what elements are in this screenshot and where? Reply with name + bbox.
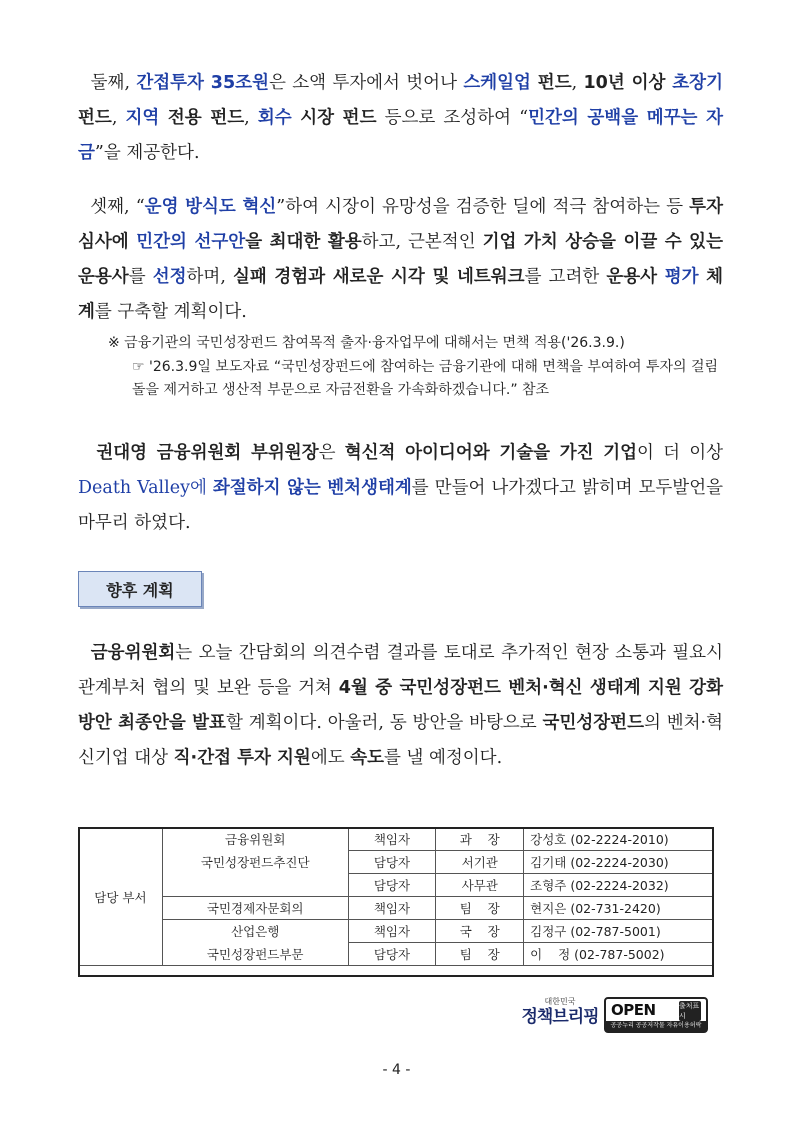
text-run: 에도	[310, 748, 351, 768]
position-cell: 팀 장	[436, 897, 524, 920]
text-run: 이 더 이상	[637, 443, 729, 463]
text-run: 운용사	[606, 267, 665, 287]
position-cell: 팀 장	[436, 943, 524, 966]
position-cell: 국 장	[436, 920, 524, 943]
text-run: 체계	[78, 267, 724, 322]
text-run: 금융위원회	[90, 643, 176, 663]
role-cell: 담당자	[348, 874, 436, 897]
org-cell: 국민경제자문회의	[162, 897, 348, 920]
text-run: 직·간접 투자 지원	[173, 748, 311, 768]
text-run: 실패 경험과 새로운 시각 및 네트워크	[232, 267, 525, 287]
text-run: 혁신적 아이디어와 기술을 가진 기업	[344, 443, 638, 463]
dept-label-cell: 담당 부서	[79, 828, 163, 966]
text-run: 기업 가치 상승을 이끌 수 있는 운용사	[78, 232, 730, 287]
org-cell-empty	[162, 874, 348, 897]
text-run: 할 계획이다. 아울러, 동 방안을 바탕으로	[225, 713, 543, 733]
text-run: 을 최대한 활용	[245, 232, 362, 252]
text-run: 평가	[664, 267, 699, 287]
text-run: 하며,	[186, 267, 233, 287]
paragraph-operation-innovation	[78, 190, 730, 330]
text-run: 는 오늘 간담회의 의견수렴 결과를 토대로 추가적인 현장 소통과 필요시 관계부처 협의 및 보완 등을 거쳐	[78, 643, 729, 698]
contact-cell: 김정구 (02-787-5001)	[524, 920, 714, 943]
text-run: 스케일업	[463, 73, 531, 93]
text-run: 를	[128, 267, 153, 287]
note-line-1: ※ 금융기관의 국민성장펀드 참여목적 출자·융자업무에 대해서는 면책 적용('26.3.9.)	[108, 335, 625, 351]
role-cell: 책임자	[348, 920, 436, 943]
position-cell: 사무관	[436, 874, 524, 897]
note-liability-exemption	[108, 332, 723, 403]
open-license-strip: 공공누리 공공저작물 자유이용허락	[606, 1021, 706, 1031]
kogl-open-license-logo	[604, 997, 708, 1033]
text-run: ”하여 시장이 유망성을 검증한 딜에 적극 참여하는 등	[276, 197, 690, 217]
table-row	[79, 874, 714, 897]
role-cell: 담당자	[348, 851, 436, 874]
text-run: 권대영 금융위원회 부위원장	[96, 443, 319, 463]
text-run: Death Valley에	[78, 478, 213, 498]
attribution-label: 출처표시	[679, 1002, 700, 1020]
text-run: 운영 방식도 혁신	[144, 197, 277, 217]
text-run: 민간의 선구안	[136, 232, 246, 252]
text-run: 속도	[350, 748, 385, 768]
text-run	[78, 643, 91, 663]
role-cell: 책임자	[348, 828, 436, 851]
position-cell: 과 장	[436, 828, 524, 851]
text-run: 지역	[125, 108, 160, 128]
text-run: 의 벤처·혁신기업 대상	[78, 713, 723, 768]
table-row	[79, 851, 714, 874]
text-run: ,	[111, 108, 126, 128]
table-row	[79, 828, 714, 851]
note-line-2: ☞ '26.3.9일 보도자료 “국민성장펀드에 참여하는 금융기관에 대해 면책을 부여하여 투자의 걸림돌을 제거하고 생산적 부문으로 자금전환을 가속화하겠습니다.” 참조	[132, 358, 719, 398]
text-run: 초장기	[672, 73, 723, 93]
contact-cell: 이 정 (02-787-5002)	[524, 943, 714, 966]
section-title-future-plan: 향후 계획	[78, 571, 202, 607]
text-run: ”을 제공한다.	[94, 143, 200, 163]
paragraph-vice-chairman-remarks	[78, 436, 729, 541]
policy-briefing-logo	[520, 997, 600, 1033]
contact-cell: 현지은 (02-731-2420)	[524, 897, 714, 920]
open-license-text: OPEN	[611, 1001, 656, 1019]
text-run: ,	[244, 108, 258, 128]
text-run: 셋째, “	[78, 197, 145, 217]
logo-country-label: 대한민국	[544, 997, 576, 1006]
text-run: 를 구축할 계획이다.	[94, 302, 247, 322]
text-run: 회수	[257, 108, 292, 128]
text-run: 등으로 조성하여 “	[376, 108, 529, 128]
text-run	[78, 443, 96, 463]
text-run: 시장 펀드	[291, 108, 377, 128]
text-run: 4월 중 국민성장펀드 벤처·혁신 생태계 지원 강화방안 최종안을 발표	[78, 678, 723, 733]
logo-briefing-title: 정책브리핑	[521, 1007, 599, 1027]
text-run: 를 만들어 나가겠다고 밝히며 모두발언을 마무리 하였다.	[78, 478, 729, 533]
paragraph-indirect-investment	[78, 66, 730, 171]
text-run: 좌절하지 않는 벤처생태계	[212, 478, 412, 498]
text-run: 국민성장펀드	[542, 713, 644, 733]
text-run: 둘째,	[78, 73, 137, 93]
role-cell: 담당자	[348, 943, 436, 966]
text-run: 간접투자 35조원	[136, 73, 269, 93]
text-run: 펀드	[530, 73, 572, 93]
text-run: 투자 심사에	[78, 197, 730, 252]
text-run: 펀드	[78, 73, 730, 128]
text-run: 를 고려한	[524, 267, 607, 287]
attribution-icon	[679, 1001, 701, 1021]
contact-table	[78, 827, 714, 966]
paragraph-future-plan	[78, 636, 729, 776]
org-cell: 산업은행	[162, 920, 348, 943]
text-run: 은 소액 투자에서 벗어나	[268, 73, 464, 93]
page-number: - 4 -	[382, 1062, 411, 1078]
text-run: 를 낼 예정이다.	[384, 748, 503, 768]
position-cell: 서기관	[436, 851, 524, 874]
text-run: 민간의 공백을 메꾸는 자금	[78, 108, 723, 163]
contact-cell: 조형주 (02-2224-2032)	[524, 874, 714, 897]
table-row	[79, 897, 714, 920]
org-cell: 금융위원회	[162, 828, 348, 851]
contact-cell: 강성호 (02-2224-2010)	[524, 828, 714, 851]
text-run: 10년 이상	[583, 73, 673, 93]
table-row	[79, 920, 714, 943]
org-cell: 국민성장펀드추진단	[162, 851, 348, 874]
org-cell: 국민성장펀드부문	[162, 943, 348, 966]
contact-cell: 김기태 (02-2224-2030)	[524, 851, 714, 874]
text-run: 하고, 근본적인	[361, 232, 483, 252]
text-run: 전용 펀드	[159, 108, 245, 128]
text-run: ,	[571, 73, 584, 93]
text-run: 은	[318, 443, 345, 463]
table-row	[79, 943, 714, 966]
text-run: 선정	[152, 267, 187, 287]
role-cell: 책임자	[348, 897, 436, 920]
